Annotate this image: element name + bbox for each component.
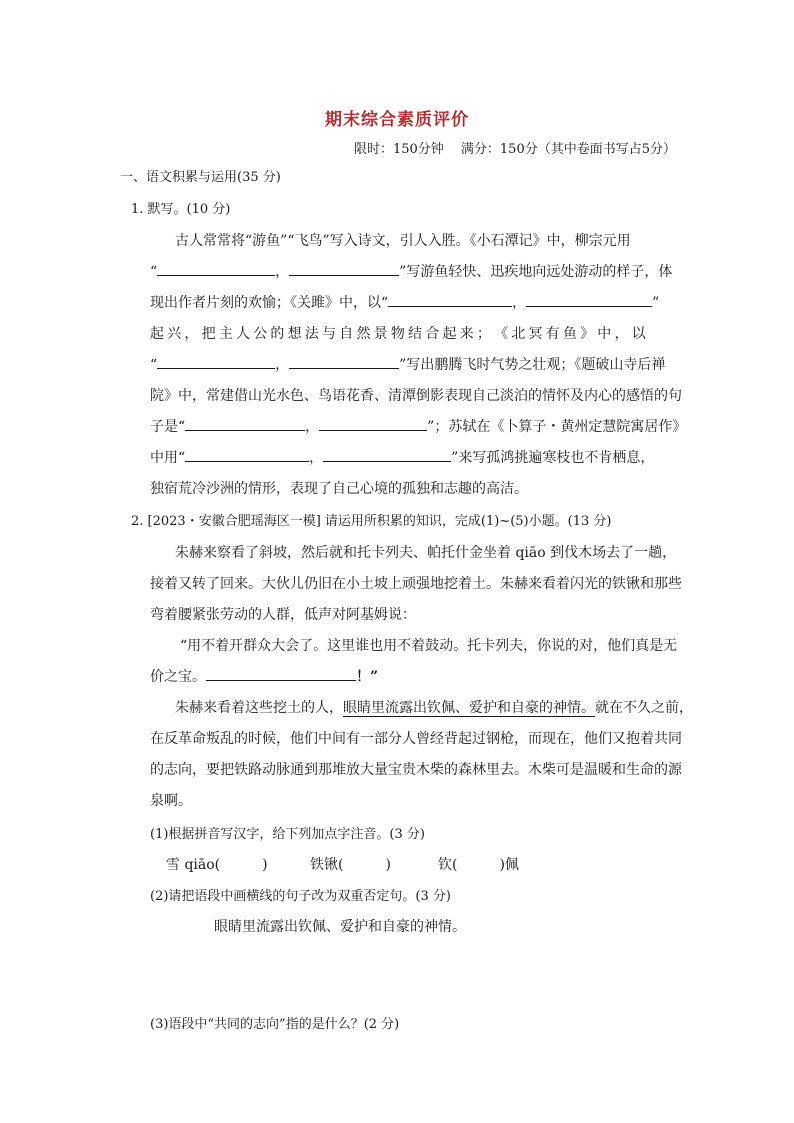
blank-1[interactable] bbox=[157, 261, 275, 276]
passage-line-3: 弯着腰紧张劳动的人群，低声对阿基姆说： bbox=[150, 607, 416, 623]
sub-question-2: (2)请把语段中画横线的句子改为双重否定句。(3 分) bbox=[150, 889, 451, 904]
q1-line-3: 现出作者片刻的欢愉；《关雎》中，以“ ， ” bbox=[150, 292, 659, 312]
sub-question-3: (3)语段中“共同的志向”指的是什么？(2 分) bbox=[150, 1017, 400, 1032]
pinyin-item-2: 铁锹( ) bbox=[310, 857, 391, 873]
q1-line-4: 起 兴 ， 把 主 人 公 的 想 法 与 自 然 景 物 结 合 起 来 ； 《 北 冥 有 鱼 》 中 ， 以 bbox=[150, 326, 646, 342]
question-1-label: 1. 默写。(10 分) bbox=[131, 202, 231, 217]
blank-7[interactable] bbox=[185, 416, 305, 431]
blank-11[interactable] bbox=[206, 666, 356, 681]
q1-line-7: 子是“ ， ”；苏轼在《卜算子・黄州定慧院寓居作》 bbox=[150, 416, 686, 436]
blank-9[interactable] bbox=[185, 447, 309, 462]
q1-line-5: “ ， ”写出鹏腾飞时气势之壮观；《题破山寺后禅 bbox=[150, 354, 665, 374]
q1-line-1: 古人常常将“游鱼”“飞鸟”写入诗文，引人入胜。《小石潭记》中，柳宗元用 bbox=[175, 233, 631, 249]
blank-5[interactable] bbox=[157, 354, 275, 369]
passage-line-9: 泉啊。 bbox=[150, 793, 192, 809]
page-title: 期末综合素质评价 bbox=[325, 110, 469, 130]
q1-line-9: 独宿荒冷沙洲的情形，表现了自己心境的孤独和志趣的高洁。 bbox=[150, 481, 528, 497]
blank-2[interactable] bbox=[289, 261, 399, 276]
underlined-sentence: 眼睛里流露出钦佩、爱护和自豪的神情。 bbox=[343, 700, 595, 716]
blank-6[interactable] bbox=[289, 354, 399, 369]
q1-line-6: 院》中，常建借山光水色、鸟语花香、清潭倒影表现自己淡泊的情怀及内心的感悟的句 bbox=[150, 388, 682, 404]
passage-line-6: 朱赫来看着这些挖土的人，眼睛里流露出钦佩、爱护和自豪的神情。就在不久之前， bbox=[175, 700, 693, 716]
passage-line-5: 价之宝。 ！” bbox=[150, 666, 378, 686]
blank-3[interactable] bbox=[388, 292, 512, 307]
q1-line-8: 中用“ ， ”来写孤鸿挑遍寒枝也不肯栖息， bbox=[150, 447, 654, 467]
blank-8[interactable] bbox=[319, 416, 427, 431]
passage-line-1: 朱赫来察看了斜坡，然后就和托卡列夫、帕托什金坐着 qiāo 到伐木场去了一趟， bbox=[175, 545, 677, 561]
passage-line-2: 接着又转了回来。大伙儿仍旧在小土坡上顽强地挖着土。朱赫来看着闪光的铁锹和那些 bbox=[150, 576, 682, 592]
exam-meta: 限时：150分钟 满分：150分（其中卷面书写占5分） bbox=[353, 142, 676, 157]
sub-question-2-sentence: 眼睛里流露出钦佩、爱护和自豪的神情。 bbox=[214, 919, 466, 935]
pinyin-item-1: 雪 qiāo( ) bbox=[166, 857, 268, 873]
section-heading: 一、语文积累与运用(35 分) bbox=[120, 170, 281, 185]
passage-line-4: “用不着开群众大会了。这里谁也用不着鼓动。托卡列夫，你说的对，他们真是无 bbox=[180, 638, 678, 654]
q1-line-2: “ ， ”写游鱼轻快、迅疾地向远处游动的样子，体 bbox=[150, 261, 672, 281]
blank-10[interactable] bbox=[323, 447, 451, 462]
blank-4[interactable] bbox=[526, 292, 652, 307]
question-2-label: 2. [2023・安徽合肥瑶海区一模] 请运用所积累的知识，完成(1)~(5)小题。(13 分) bbox=[131, 514, 612, 529]
pinyin-item-3: 钦( )佩 bbox=[438, 857, 519, 873]
passage-line-8: 的志向，要把铁路动脉通到那堆放大量宝贵木柴的森林里去。木柴可是温暖和生命的源 bbox=[150, 762, 682, 778]
passage-line-7: 在反革命叛乱的时候，他们中间有一部分人曾经背起过钢枪，而现在，他们又抱着共同 bbox=[150, 731, 682, 747]
sub-question-1: (1)根据拼音写汉字，给下列加点字注音。(3 分) bbox=[150, 827, 425, 842]
